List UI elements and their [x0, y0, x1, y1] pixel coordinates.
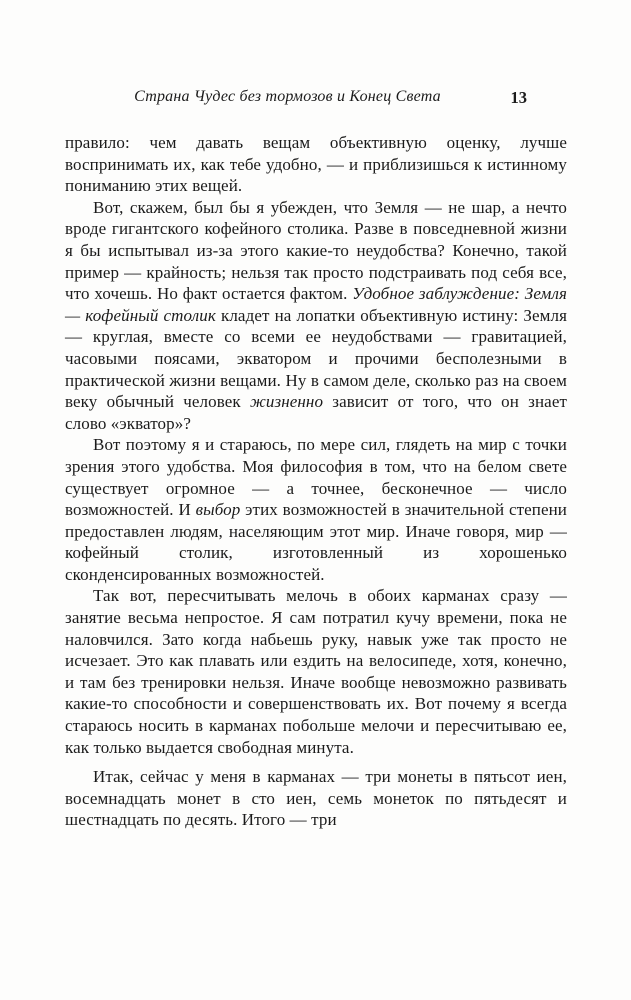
paragraph: [65, 585, 567, 758]
text-run: Вот, скажем, был бы я убежден, что Земля — не шар, а нечто вроде гигантского кофейного столика. Разве в повседневной жизни я бы испытывал из-за этого какие-то неудобства? Конечно, такой пример — крайность; нельзя так просто подстраивать под себя все, что хочешь. Но факт остается фактом.: [65, 197, 567, 304]
text-run: Итак, сейчас у меня в карманах — три монеты в пятьсот иен, восемнадцать монет в сто иен, семь монеток по пятьдесят и шестнадцать по десять. Итого — три: [65, 767, 567, 830]
text-run: кладет на лопатки объективную истину: Земля — круглая, вместе со всеми ее неудобствами — гравитацией, часовыми поясами, экватором и прочими бесполезными в практической жизни вещами. Ну в самом деле, сколько раз на своем веку обычный человек: [65, 305, 568, 412]
paragraph: [65, 197, 567, 435]
italic-text-run: жизненно: [249, 392, 324, 412]
text-run: правило: чем давать вещам объективную оценку, лучше воспринимать их, как тебе удобно, — и приблизишься к истинному пониманию этих вещей.: [65, 133, 567, 196]
italic-text-run: выбор: [195, 500, 241, 520]
text-run: Вот поэтому я и стараюсь, по мере сил, глядеть на мир с точки зрения этого удобства. Моя философия в том, что на белом свете существует огромное — а точнее, бесконечное — число возможностей. И: [65, 435, 567, 520]
paragraph: [65, 766, 567, 831]
italic-text-run: Удобное заблуждение: Земля — кофейный столик: [65, 284, 568, 325]
running-header: [64, 88, 567, 112]
text-run: Так вот, пересчитывать мелочь в обоих карманах сразу — занятие весьма непростое. Я сам потратил кучу времени, пока не наловчился. Зато когда набьешь руку, навык уже так просто не исчезает. Это как плавать или ездить на велосипеде, хотя, конечно, и там без тренировки нельзя. Иначе вообще невозможно развивать какие-то способности и совершенствовать их. Вот почему я всегда стараюсь носить в карманах побольше мелочи и пересчитываю ее, как только выдается свободная минута.: [65, 586, 567, 757]
text-run: зависит от того, что он знает слово «экватор»?: [65, 392, 568, 433]
page-body: [65, 132, 567, 831]
paragraph: [65, 132, 567, 197]
paragraph: [65, 434, 567, 585]
text-run: этих возможностей в значительной степени предоставлен людям, населяющим этот мир. Иначе говоря, мир — кофейный столик, изготовленный из хорошенько сконденсированных возможностей.: [65, 500, 567, 584]
running-title: Страна Чудес без тормозов и Конец Света: [134, 88, 441, 105]
page-number: 13: [510, 88, 527, 107]
